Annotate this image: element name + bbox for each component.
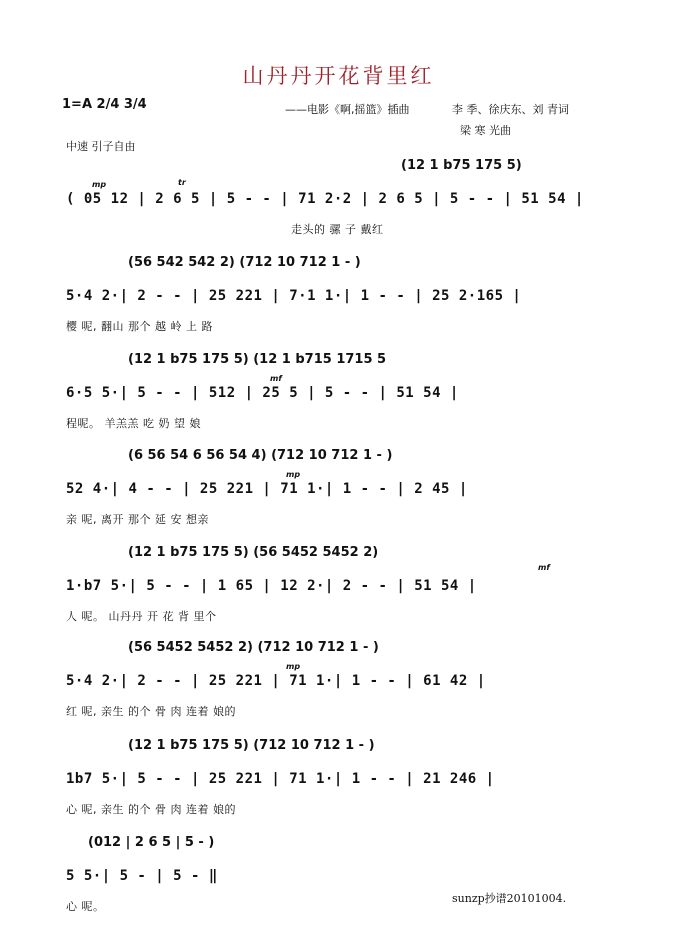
key-signature: 1=A 2/4 3/4 — [62, 97, 147, 112]
dynamic-mf: mf — [270, 374, 282, 383]
lyric-line: 亲 呢, 离开 那个 延 安 想亲 — [66, 513, 209, 526]
lyric-line: 走头的 骡 子 戴红 — [291, 223, 384, 236]
score-row-5 — [66, 545, 606, 655]
score-row-3 — [66, 352, 606, 462]
score-row-6 — [66, 640, 606, 750]
composer-credit: 梁 寒 光曲 — [460, 124, 511, 137]
lyricist-credit: 李 季、徐庆东、刘 青词 — [452, 103, 569, 116]
transcriber-footer: sunzp抄谱20101004. — [452, 892, 567, 905]
grace-ornament: (6 56 54 6 56 54 4) (712 10 712 1 - ) — [128, 448, 393, 463]
notation-line: ( 05 12 | 2 6 5 | 5 - - | 71 2·2 | 2 6 5 | 5 - - | 51 54 | — [66, 191, 584, 207]
score-row-4 — [66, 448, 606, 558]
notation-line: 5·4 2·| 2 - - | 25 221 | 71 1·| 1 - - | 61 42 | — [66, 673, 486, 689]
notation-line: 1b7 5·| 5 - - | 25 221 | 71 1·| 1 - - | 21 246 | — [66, 771, 495, 787]
tempo-marking: 中速 引子自由 — [66, 140, 136, 153]
notation-line: 6·5 5·| 5 - - | 512 | 25 5 | 5 - - | 51 54 | — [66, 385, 459, 401]
lyric-line: 程呢。 羊羔羔 吃 奶 望 娘 — [66, 417, 201, 430]
lyric-line: 心 呢, 亲生 的个 骨 肉 连着 娘的 — [66, 803, 236, 816]
notation-line: 5 5·| 5 - | 5 - ‖ — [66, 868, 218, 884]
dynamic-mp: mp — [286, 470, 301, 479]
lyric-line: 人 呢。 山丹丹 开 花 背 里个 — [66, 610, 217, 623]
grace-ornament: (56 5452 5452 2) (712 10 712 1 - ) — [128, 640, 379, 655]
lyric-line: 红 呢, 亲生 的个 骨 肉 连着 娘的 — [66, 705, 236, 718]
dynamic-mp: mp — [92, 180, 107, 189]
grace-ornament: (12 1 b75 175 5) (712 10 712 1 - ) — [128, 738, 375, 753]
score-row-7 — [66, 738, 606, 848]
lyric-line: 樱 呢, 翻山 那个 越 岭 上 路 — [66, 320, 213, 333]
dynamic-mf: mf — [538, 563, 550, 572]
grace-ornament: (56 542 542 2) (712 10 712 1 - ) — [128, 255, 361, 270]
grace-ornament: (12 1 b75 175 5) — [401, 158, 522, 173]
notation-line: 5·4 2·| 2 - - | 25 221 | 7·1 1·| 1 - - | 25 2·165 | — [66, 288, 522, 304]
score-row-2 — [66, 255, 606, 365]
notation-line: 1·b7 5·| 5 - - | 1 65 | 12 2·| 2 - - | 51 54 | — [66, 578, 477, 594]
lyric-line: 心 呢。 — [66, 900, 105, 913]
grace-ornament: (012 | 2 6 5 | 5 - ) — [88, 835, 215, 850]
grace-ornament: (12 1 b75 175 5) (12 1 b715 1715 5 — [128, 352, 387, 367]
trill-mark: tr — [178, 178, 186, 187]
notation-line: 52 4·| 4 - - | 25 221 | 71 1·| 1 - - | 2 45 | — [66, 481, 468, 497]
grace-ornament: (12 1 b75 175 5) (56 5452 5452 2) — [128, 545, 379, 560]
source-note: ——电影《啊,摇篮》插曲 — [285, 103, 410, 116]
score-row-1 — [66, 158, 606, 268]
page-title: 山丹丹开花背里红 — [242, 64, 435, 88]
dynamic-mp: mp — [286, 662, 301, 671]
